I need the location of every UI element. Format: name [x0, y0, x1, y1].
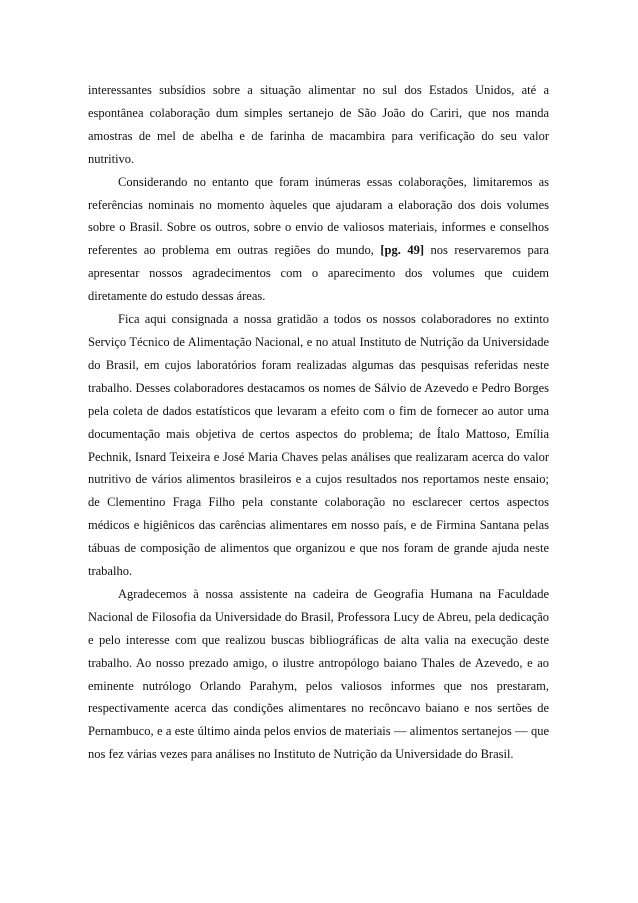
paragraph-continuation: interessantes subsídios sobre a situação alimentar no sul dos Estados Unidos, até a espontânea colaboração dum simples sertanejo de São João do Cariri, que nos manda amostras de mel de abelha e de farinha de macambira para verificação do seu valor nutritivo. — [88, 83, 549, 166]
page-number-marker: [pg. 49] — [380, 243, 425, 258]
document-page — [88, 79, 549, 766]
paragraph-text-before-marker: Considerando no entanto que foram inúmeras essas colaborações, limitaremos as referências nominais no momento àqueles que ajudaram a elaboração dos dois volumes sobre o Brasil. Sobre os outros, sobre o envio de valiosos materiais, informes e conselhos referentes ao problema em outras regiões do mundo, — [88, 174, 549, 258]
paragraph-text-after-marker: nos reservaremos para apresentar nossos agradecimentos com o aparecimento dos volumes que cuidem diretamente do estudo dessas áreas. — [88, 243, 549, 304]
paragraph-collaborations — [88, 171, 549, 308]
paragraph-thanks: Agradecemos à nossa assistente na cadeira de Geografia Humana na Faculdade Nacional de Filosofia da Universidade do Brasil, Professora Lucy de Abreu, pela dedicação e pelo interesse com que realizou buscas bibliográficas de alta valia na execução deste trabalho. Ao nosso prezado amigo, o ilustre antropólogo baiano Thales de Azevedo, e ao eminente nutrólogo Orlando Parahym, pelos valiosos informes que nos prestaram, respectivamente acerca das condições alimentares no recôncavo baiano e nos sertões de Pernambuco, e a este último ainda pelos envios de materiais — alimentos sertanejos — que nos fez várias vezes para análises no Instituto de Nutrição da Universidade do Brasil. — [88, 586, 549, 762]
paragraph-gratitude: Fica aqui consignada a nossa gratidão a todos os nossos colaboradores no extinto Serviço Técnico de Alimentação Nacional, e no atual Instituto de Nutrição da Universidade do Brasil, em cujos laboratórios foram realizadas algumas das pesquisas referidas neste trabalho. Desses colaboradores destacamos os nomes de Sálvio de Azevedo e Pedro Borges pela coleta de dados estatísticos que levaram a efeito com o fim de fornecer ao autor uma documentação mais objetiva de certos aspectos do problema; de Ítalo Mattoso, Emília Pechnik, Isnard Teixeira e José Maria Chaves pelas análises que realizaram acerca do valor nutritivo de vários alimentos brasileiros e a cujos resultados nos reportamos neste ensaio; de Clementino Fraga Filho pela constante colaboração no esclarecer certos aspectos médicos e higiênicos das carências alimentares em nosso país, e de Firmina Santana pelas tábuas de composição de alimentos que organizou e que nos foram de grande ajuda neste trabalho. — [88, 312, 549, 579]
